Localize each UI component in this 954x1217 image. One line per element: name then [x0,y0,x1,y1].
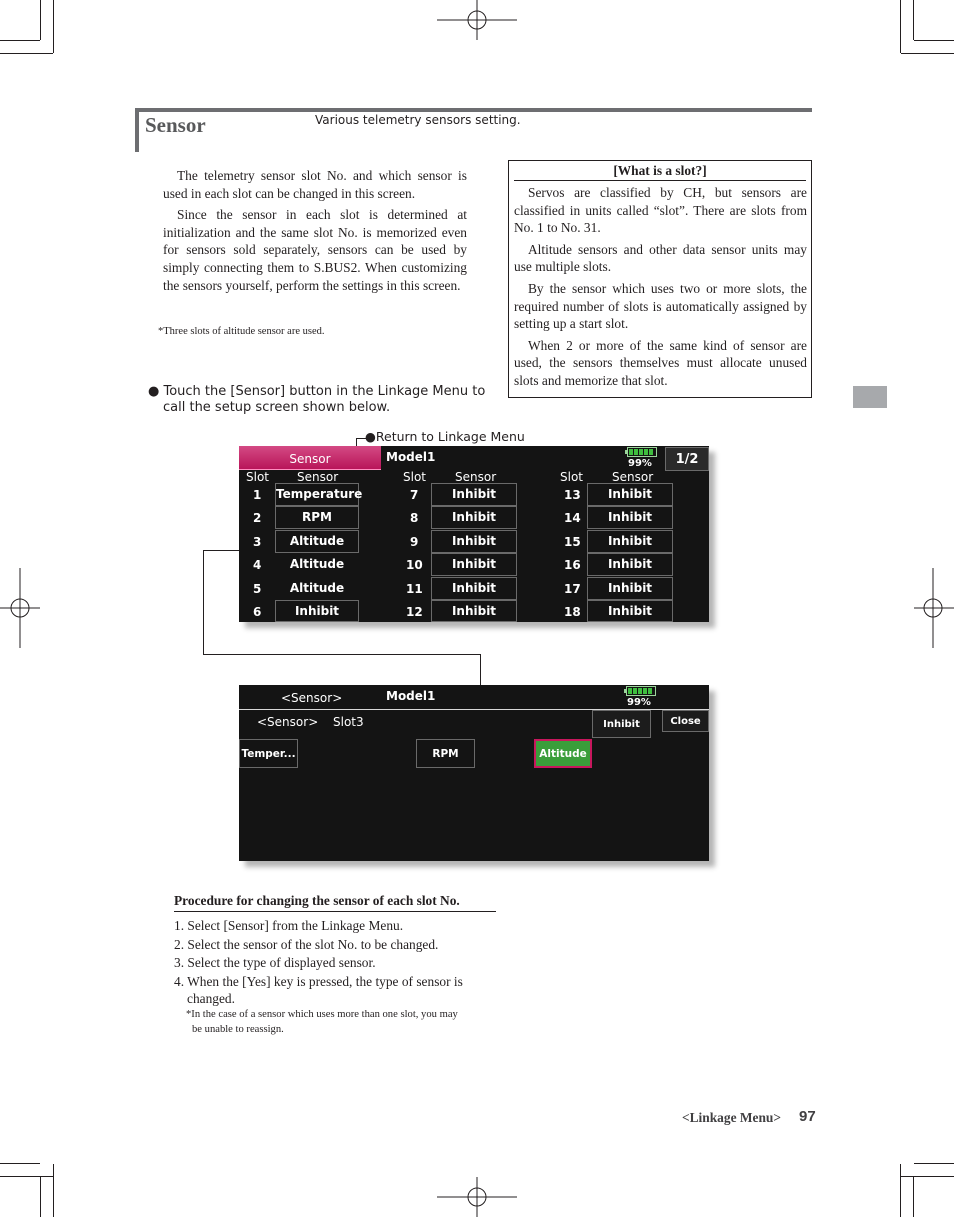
slot-number: 5 [253,582,262,596]
slot-number: 12 [406,605,423,619]
slot-sensor-button[interactable]: RPM [275,506,359,529]
slot-number: 16 [564,558,581,572]
slot-number: 11 [406,582,423,596]
slot-sensor-button[interactable]: Inhibit [431,553,517,576]
slot-number: 10 [406,558,423,572]
slot-sensor-button[interactable]: Altitude [275,530,359,553]
model-name: Model1 [386,689,436,703]
connector-line [203,550,239,551]
slot-number: 2 [253,511,262,525]
slot-number: 3 [253,535,262,549]
inhibit-button[interactable]: Inhibit [592,710,651,738]
slot-number: 8 [410,511,419,525]
battery-level: 99% [628,458,652,469]
footer-section-label: <Linkage Menu> [682,1110,781,1125]
sensor-select-screen [239,685,709,861]
sensor-list-screen [239,446,709,622]
procedure-steps [174,917,504,1007]
sensor-menu-button[interactable] [239,446,381,470]
procedure-step: 3. Select the type of displayed sensor. [174,955,376,970]
connector-line [203,550,204,654]
slot-sensor-button[interactable]: Inhibit [587,600,673,622]
slot-number: 4 [253,558,262,572]
sensor-option-altitude[interactable]: Altitude [534,739,592,768]
close-button[interactable]: Close [662,710,709,732]
slot-number: 9 [410,535,419,549]
page-title: Sensor [145,113,206,137]
slot-sensor-button[interactable]: Inhibit [587,577,673,600]
page-number: 97 [799,1108,816,1125]
sensor-menu-button-label: Sensor [289,452,331,466]
slot-info-paragraph: Servos are classified by CH, but sensors are classified in units called “slot”. There are slots from No. 1 to No. 31. [514,185,807,236]
procedure-step-line: 4. When the [Yes] key is pressed, the type of sensor is [174,973,463,989]
battery-icon [627,447,657,457]
slot-info-paragraph: When 2 or more of the same kind of sensor are used, the sensors themselves must allocate unused slots and memorize that slot. [514,337,807,388]
slot-sensor-button[interactable]: Inhibit [431,577,517,600]
slot-number: 17 [564,582,581,596]
battery-icon [626,686,656,696]
connector-line [203,654,481,655]
slot-sensor-button[interactable]: Inhibit [587,506,673,529]
slot-sensor-button[interactable]: Inhibit [587,483,673,506]
intro-text [163,167,467,294]
intro-note: *Three slots of altitude sensor are used. [158,326,325,337]
slot-sensor-button[interactable]: Inhibit [587,553,673,576]
slot-number: 1 [253,488,262,502]
slot-number: 7 [410,488,419,502]
procedure-note-line: *In the case of a sensor which uses more than one slot, you may [186,1009,458,1020]
slot-info-box [508,160,812,398]
instruction-bullet [148,384,493,416]
slot-info-paragraph: By the sensor which uses two or more slots, the required number of slots is automatically assigned by setting up a start slot. [514,280,807,332]
screen-title: <Sensor> [281,691,343,705]
callout-return-to-linkage-menu: ●Return to Linkage Menu [365,429,525,444]
procedure-note-line: be unable to reassign. [192,1024,284,1035]
slot-info-paragraph: Altitude sensors and other data sensor units may use multiple slots. [514,241,807,275]
slot-header: Slot [560,470,583,484]
slot-sensor-button[interactable]: Altitude [289,581,345,595]
model-name: Model1 [386,450,436,464]
sensor-header: Sensor [612,470,654,484]
slot-number: 18 [564,605,581,619]
slot-number: 14 [564,511,581,525]
instruction-line: call the setup screen shown below. [163,400,391,415]
sensor-header: Sensor [455,470,497,484]
slot-sensor-button[interactable]: Inhibit [587,530,673,553]
slot-sensor-button[interactable]: Inhibit [431,600,517,622]
header-rule [135,108,812,112]
slot-info-body [509,181,811,390]
slot-sensor-button[interactable]: Inhibit [431,483,517,506]
procedure-step-line: changed. [187,991,235,1006]
procedure-note [186,1007,506,1037]
sensor-header: Sensor [297,470,339,484]
subtitle: <Sensor> [257,715,319,729]
intro-paragraph: Since the sensor in each slot is determined at initialization and the same slot No. is memorized even for sensors sold separately, sensors can be used by simply connecting them to S.BUS2. When customizing the sensors yourself, perform the settings in this screen. [163,207,467,293]
slot-sensor-button[interactable]: Inhibit [431,506,517,529]
procedure-step: 2. Select the sensor of the slot No. to be changed. [174,936,439,952]
sensor-option-rpm[interactable]: RPM [416,739,475,768]
page-description: Various telemetry sensors setting. [315,113,521,127]
slot-label: Slot3 [333,715,364,729]
slot-number: 15 [564,535,581,549]
slot-number: 13 [564,488,581,502]
procedure-title: Procedure for changing the sensor of each slot No. [174,893,496,912]
procedure-step [174,973,504,1008]
connector-line [480,654,481,685]
slot-number: 6 [253,605,262,619]
instruction-line: ● Touch the [Sensor] button in the Linkage Menu to [148,384,486,399]
intro-paragraph: The telemetry sensor slot No. and which sensor is used in each slot can be changed in this screen. [163,168,467,201]
section-header [135,108,812,152]
slot-info-heading: [What is a slot?] [514,163,806,181]
procedure-step: 1. Select [Sensor] from the Linkage Menu. [174,918,404,933]
slot-header: Slot [246,470,269,484]
page-toggle-button[interactable]: 1/2 [665,447,709,471]
sensor-option-temperature[interactable]: Temper... [239,739,298,768]
slot-sensor-button[interactable]: Altitude [289,557,345,571]
header-side-rule [135,108,139,152]
chapter-tab [853,386,887,408]
slot-sensor-button[interactable]: Inhibit [275,600,359,622]
slot-sensor-button[interactable]: Inhibit [431,530,517,553]
slot-sensor-button[interactable]: Temperature [275,483,359,506]
battery-level: 99% [627,697,651,708]
slot-header: Slot [403,470,426,484]
